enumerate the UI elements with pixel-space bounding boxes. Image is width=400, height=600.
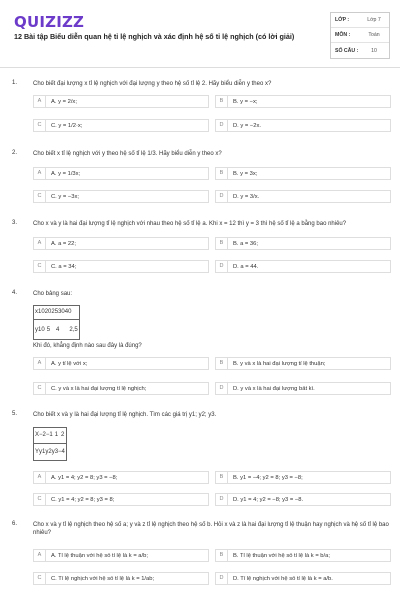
question-text: Cho biết x tỉ lệ nghịch với y theo hệ số tỉ lệ 1/3. Hãy biểu diễn y theo x?: [33, 151, 222, 157]
table-cell: 10: [38, 309, 45, 315]
option-c[interactable]: [33, 260, 209, 273]
question-text: Cho x và y tỉ lệ nghịch theo hệ số a; y và z tỉ lệ nghịch theo hệ số b. Hỏi x và z là hai đại lượng tỉ lệ thuận hay nghịch và hệ số tỉ lệ bao nhiêu?: [33, 522, 389, 536]
option-text: A. y = 2/x;: [51, 98, 77, 105]
option-text: B. y1 = −4; y2 = 8; y3 = −8;: [233, 474, 303, 481]
table-cell: 20: [44, 309, 52, 315]
table-cell: 40: [64, 309, 72, 315]
option-letter: A: [34, 238, 46, 249]
option-text: D. y = 3/x.: [233, 193, 260, 200]
option-letter: B: [216, 168, 228, 179]
table-cell: X: [35, 432, 40, 438]
meta-row-subject: [331, 28, 389, 43]
option-c[interactable]: [33, 382, 209, 395]
option-text: D. y = −2x.: [233, 122, 262, 129]
question-text: Cho biết x và y là hai đại lượng tỉ lệ nghịch. Tìm các giá trị y1; y2; y3.: [33, 412, 217, 418]
option-letter: D: [216, 494, 228, 505]
meta-label: LỚP :: [335, 17, 350, 23]
table-cell: 2,5: [69, 327, 78, 333]
option-letter: A: [34, 550, 46, 561]
option-text: B. a = 36;: [233, 240, 258, 247]
meta-value: Toán: [368, 32, 380, 38]
meta-row-count: [331, 43, 389, 58]
worksheet-header: [0, 0, 400, 68]
table-cell: y1: [39, 449, 46, 455]
option-b[interactable]: [215, 471, 391, 484]
option-d[interactable]: [215, 572, 391, 585]
option-text: A. Tỉ lệ thuận với hệ số tỉ lệ là k = a/b;: [51, 552, 148, 559]
option-letter: B: [216, 472, 228, 483]
option-b[interactable]: [215, 95, 391, 108]
option-letter: A: [34, 96, 46, 107]
option-d[interactable]: [215, 493, 391, 506]
table-cell: −2: [39, 432, 46, 438]
table-cell: Y: [35, 449, 40, 455]
option-text: A. a = 22;: [51, 240, 76, 247]
table-cell: 10: [38, 327, 45, 333]
option-letter: C: [34, 573, 46, 584]
question-number: 6.: [12, 521, 18, 527]
table-cell: y: [35, 327, 38, 333]
option-b[interactable]: [215, 237, 391, 250]
option-letter: C: [34, 261, 46, 272]
option-a[interactable]: [33, 471, 209, 484]
worksheet-title: 12 Bài tập Biểu diễn quan hệ tỉ lệ nghịch và xác định hệ số tỉ lệ nghịch (có lời giải): [14, 32, 295, 41]
question-number: 3.: [12, 220, 18, 226]
option-a[interactable]: [33, 167, 209, 180]
option-letter: B: [216, 358, 228, 369]
option-c[interactable]: [33, 119, 209, 132]
option-b[interactable]: [215, 549, 391, 562]
option-text: A. y1 = 4; y2 = 8; y3 = −8;: [51, 474, 118, 481]
option-b[interactable]: [215, 167, 391, 180]
table-row-x: [34, 306, 79, 319]
option-letter: D: [216, 261, 228, 272]
option-d[interactable]: [215, 260, 391, 273]
option-c[interactable]: [33, 493, 209, 506]
table-cell: 1: [54, 432, 59, 438]
option-letter: A: [34, 168, 46, 179]
option-text: D. y và x là hai đại lượng bất kì.: [233, 385, 315, 392]
option-c[interactable]: [33, 190, 209, 203]
option-b[interactable]: [215, 357, 391, 370]
meta-label: SỐ CÂU :: [335, 47, 359, 54]
question-number: 5.: [12, 411, 18, 417]
table-row-y: [34, 443, 66, 460]
meta-value: Lớp 7: [367, 17, 381, 23]
question-text-follow-up: Khi đó, khẳng định nào sau đây là đúng?: [33, 343, 142, 349]
worksheet-meta-box: [330, 12, 390, 59]
question-text: Cho biết đại lượng x tỉ lệ nghịch với đại lượng y theo hệ số tỉ lệ 2. Hãy biểu diễn y theo x?: [33, 81, 272, 87]
meta-label: MÔN :: [335, 32, 351, 38]
option-letter: A: [34, 358, 46, 369]
option-a[interactable]: [33, 357, 209, 370]
option-text: D. Tỉ lệ nghịch với hệ số tỉ lệ là k = a/b.: [233, 575, 333, 582]
option-d[interactable]: [215, 382, 391, 395]
table-cell: 30: [58, 309, 65, 315]
option-text: C. a = 34;: [51, 263, 77, 270]
table-cell: x: [35, 309, 38, 315]
table-cell: 5: [46, 327, 51, 333]
option-letter: C: [34, 383, 46, 394]
option-a[interactable]: [33, 549, 209, 562]
table-cell: y3: [51, 449, 59, 455]
option-text: A. y tỉ lệ với x;: [51, 360, 88, 367]
option-letter: C: [34, 191, 46, 202]
option-d[interactable]: [215, 190, 391, 203]
option-text: D. y1 = 4; y2 = −8; y3 = −8.: [233, 496, 304, 503]
option-text: C. y1 = 4; y2 = 8; y3 = 8;: [51, 496, 115, 503]
option-text: C. y = −3x;: [51, 193, 80, 200]
meta-row-class: [331, 13, 389, 28]
option-text: C. Tỉ lệ nghịch với hệ số tỉ lệ là k = 1/ab;: [51, 575, 155, 582]
value-table: [33, 427, 67, 461]
option-letter: A: [34, 472, 46, 483]
table-cell: −1: [45, 432, 53, 438]
option-a[interactable]: [33, 95, 209, 108]
option-letter: B: [216, 238, 228, 249]
question-text: Cho x và y là hai đại lượng tỉ lệ nghịch với nhau theo hệ số tỉ lệ a. Khi x = 12 thì y = 3 thì hệ số tỉ lệ a bằng bao nhiêu?: [33, 221, 347, 227]
question-number: 1.: [12, 80, 18, 86]
option-c[interactable]: [33, 572, 209, 585]
table-cell: −4: [58, 449, 65, 455]
option-letter: D: [216, 573, 228, 584]
quizizz-logo: QUIZIZZ: [14, 13, 85, 31]
table-row-x: [34, 428, 66, 443]
table-cell: 2: [61, 432, 65, 438]
option-letter: C: [34, 494, 46, 505]
option-text: B. y và x là hai đại lượng tỉ lệ thuận;: [233, 360, 326, 367]
option-letter: D: [216, 191, 228, 202]
option-letter: D: [216, 120, 228, 131]
table-cell: y2: [45, 449, 52, 455]
option-text: A. y = 1/3x;: [51, 170, 81, 177]
table-cell: 4: [56, 327, 60, 333]
question-number: 4.: [12, 290, 18, 296]
meta-value: 10: [371, 47, 377, 54]
value-table: [33, 305, 80, 340]
option-letter: B: [216, 96, 228, 107]
table-row-y: [34, 319, 79, 339]
option-text: C. y = 1/2·x;: [51, 122, 83, 129]
option-letter: D: [216, 383, 228, 394]
option-text: C. y và x là hai đại lượng tỉ lệ nghịch;: [51, 385, 147, 392]
option-text: B. y = 3x;: [233, 170, 258, 177]
option-text: B. Tỉ lệ thuận với hệ số tỉ lệ là k = b/a;: [233, 552, 330, 559]
question-text: Cho bảng sau:: [33, 291, 73, 297]
option-letter: B: [216, 550, 228, 561]
question-number: 2.: [12, 150, 18, 156]
option-letter: C: [34, 120, 46, 131]
option-text: B. y = −x;: [233, 98, 258, 105]
table-cell: 25: [51, 309, 59, 315]
option-d[interactable]: [215, 119, 391, 132]
option-a[interactable]: [33, 237, 209, 250]
option-text: D. a = 44.: [233, 263, 259, 270]
